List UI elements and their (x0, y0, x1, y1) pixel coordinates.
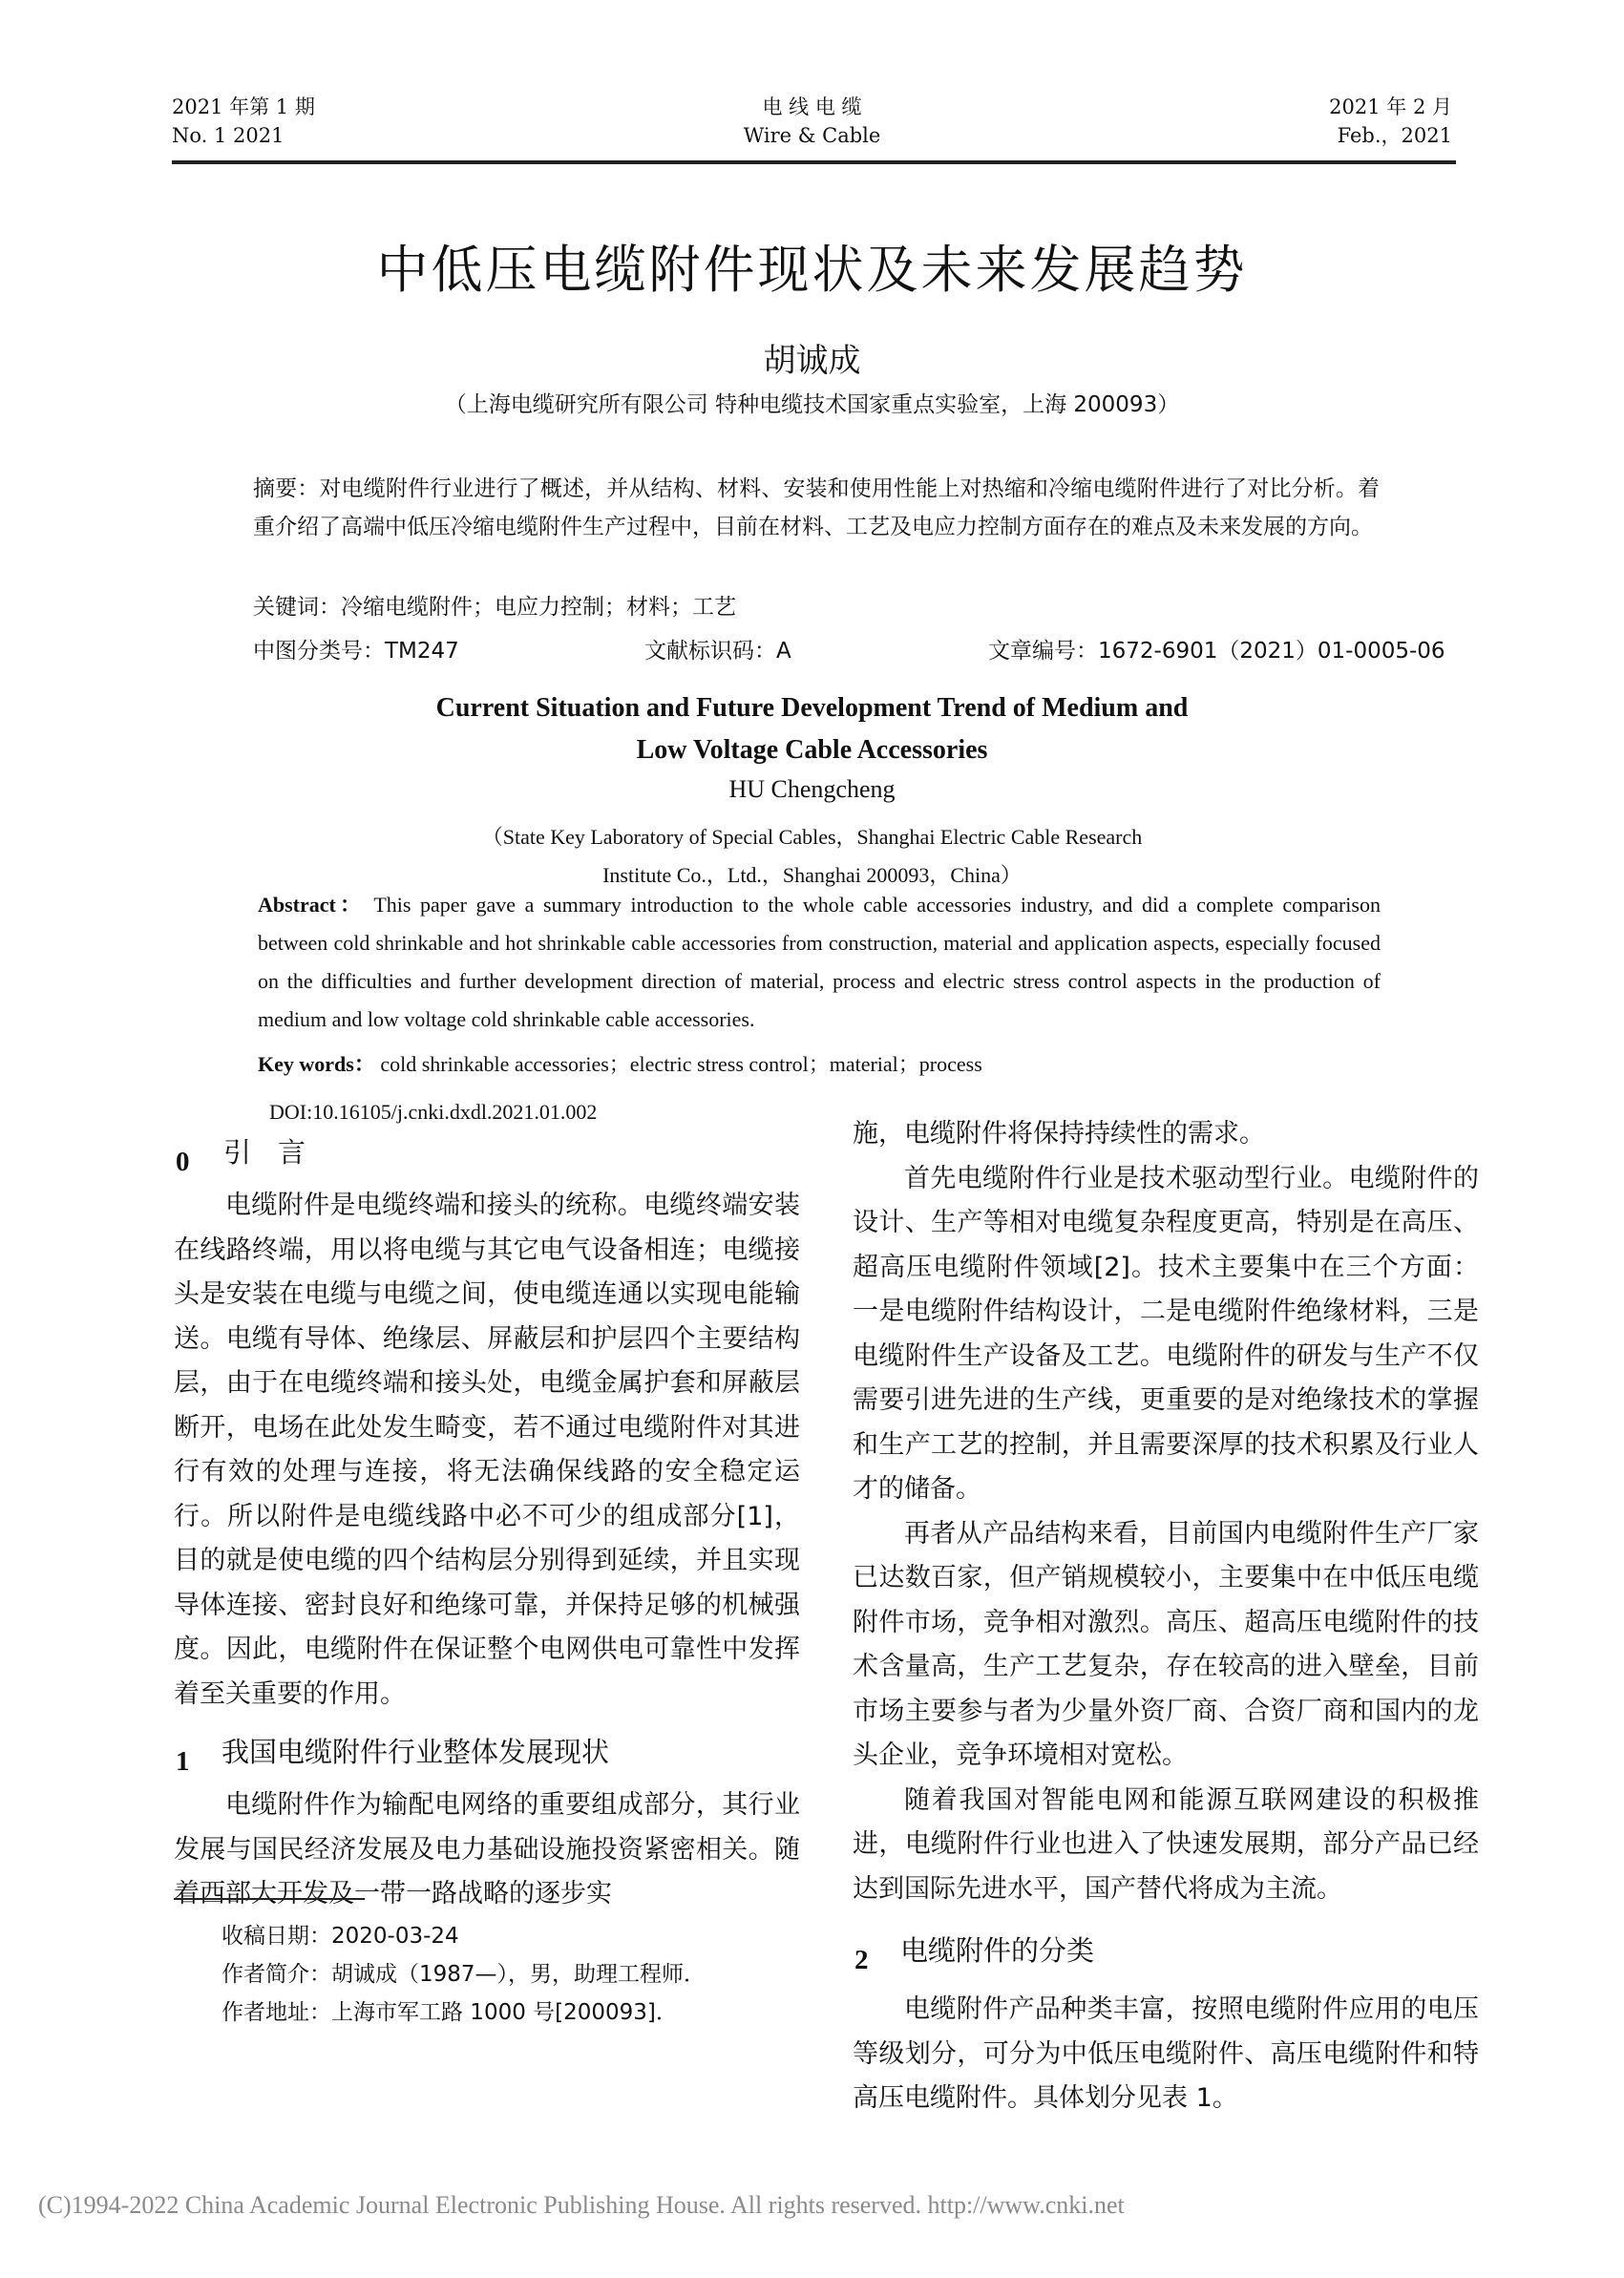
section-title: 我国电缆附件行业整体发展现状 (221, 1736, 610, 1768)
affiliation-cn: （上海电缆研究所有限公司 特种电缆技术国家重点实验室，上海 200093） (444, 392, 1180, 417)
section-heading-1 (174, 1726, 800, 1783)
affiliation-en (0, 818, 1624, 895)
clc-number: 中图分类号：TM247 (253, 639, 459, 664)
keywords-en-text: cold shrinkable accessories；electric stress control；material；process (380, 1052, 982, 1076)
document-code: 文献标识码：A (644, 639, 791, 664)
issue-cn: 2021 年第 1 期 (172, 95, 315, 118)
journal-date (1329, 93, 1452, 150)
section-number: 1 (176, 1746, 190, 1777)
abstract-en-label: Abstract： (258, 893, 366, 917)
header-rule (172, 160, 1456, 164)
paper-title-en-line2: Low Voltage Cable Accessories (636, 735, 988, 765)
footnote-author-bio: 作者简介：胡诚成（1987—），男，助理工程师． (221, 1962, 707, 1987)
paragraph: 首先电缆附件行业是技术驱动型行业。电缆附件的设计、生产等相对电缆复杂程度更高，特别是在高压、超高压电缆附件领域[2]。技术主要集中在三个方面：一是电缆附件结构设计，二是电缆附件绝缘材料，三是电缆附件生产设备及工艺。电缆附件的研发与生产不仅需要引进先进的生产线，更重要的是对绝缘技术的掌握和生产工艺的控制，并且需要深厚的技术积累及行业人才的储备。 (853, 1163, 1479, 1504)
paragraph: 随着我国对智能电网和能源互联网建设的积极推进，电缆附件行业也进入了快速发展期，部分产品已经达到国际先进水平，国产替代将成为主流。 (853, 1784, 1479, 1904)
column-left (174, 1127, 800, 1917)
paragraph: 电缆附件是电缆终端和接头的统称。电缆终端安装在线路终端，用以将电缆与其它电气设备相连；电缆接头是安装在电缆与电缆之间，使电缆连通以实现电能输送。电缆有导体、绝缘层、屏蔽层和护层四个主要结构层，由于在电缆终端和接头处，电缆金属护套和屏蔽层断开，电场在此处发生畸变，若不通过电缆附件对其进行有效的处理与连接，将无法确保线路的安全稳定运行。所以附件是电缆线路中必不可少的组成部分[1]，目的就是使电缆的四个结构层分别得到延续，并且实现导体连接、密封良好和绝缘可靠，并保持足够的机械强度。因此，电缆附件在保证整个电网供电可靠性中发挥着至关重要的作用。 (174, 1191, 800, 1709)
footnote-author-address: 作者地址：上海市军工路 1000 号[200093]． (221, 2000, 678, 2025)
keywords-en (258, 1048, 1381, 1078)
doi: DOI:10.16105/j.cnki.dxdl.2021.01.002 (269, 1100, 598, 1124)
paper-title-en (0, 687, 1624, 771)
author-en: HU Chengcheng (728, 775, 896, 803)
date-cn: 2021 年 2 月 (1329, 95, 1452, 118)
paragraph: 电缆附件产品种类丰富，按照电缆附件应用的电压等级划分，可分为中低压电缆附件、高压电缆附件和特高压电缆附件。具体划分见表 1。 (853, 1994, 1479, 2113)
footnote-rule (174, 1898, 365, 1900)
affiliation-en-line2: Institute Co.，Ltd.，Shanghai 200093，China） (602, 863, 1022, 887)
journal-name-en: Wire & Cable (743, 124, 881, 147)
journal-name-cn: 电 线 电 缆 (762, 95, 862, 118)
section-heading-2 (853, 1925, 1479, 1982)
footnotes (221, 1917, 706, 2032)
footnote-received: 收稿日期：2020-03-24 (221, 1924, 459, 1949)
keywords-en-label: Key words： (258, 1052, 375, 1076)
affiliation-en-line1: （State Key Laboratory of Special Cables，Shanghai Electric Cable Research (481, 825, 1143, 849)
section-title: 引言 (223, 1136, 333, 1169)
paragraph: 施，电缆附件将保持持续性的需求。 (853, 1119, 1265, 1149)
column-right (853, 1112, 1479, 2121)
article-number: 文章编号：1672-6901（2021）01-0005-06 (988, 639, 1445, 664)
copyright-watermark: (C)1994-2022 China Academic Journal Electronic Publishing House. All rights reserved. http://www.cnki.net (38, 2191, 1125, 2219)
author-cn: 胡诚成 (763, 342, 861, 380)
section-number: 2 (854, 1945, 869, 1975)
abstract-en (258, 886, 1381, 1039)
keywords-cn: 关键词：冷缩电缆附件；电应力控制；材料；工艺 (253, 595, 736, 620)
paragraph: 电缆附件作为输配电网络的重要组成部分，其行业发展与国民经济发展及电力基础设施投资紧密相关。随着西部大开发及一带一路战略的逐步实 (174, 1790, 800, 1909)
abstract-cn: 摘要：对电缆附件行业进行了概述，并从结构、材料、安装和使用性能上对热缩和冷缩电缆附件进行了对比分析。着重介绍了高端中低压冷缩电缆附件生产过程中，目前在材料、工艺及电应力控制方面存在的难点及未来发展的方向。 (253, 476, 1380, 539)
paragraph: 再者从产品结构来看，目前国内电缆附件生产厂家已达数百家，但产销规模较小，主要集中在中低压电缆附件市场，竞争相对激烈。高压、超高压电缆附件的技术含量高，生产工艺复杂，存在较高的进入壁垒，目前市场主要参与者为少量外资厂商、合资厂商和国内的龙头企业，竞争环境相对宽松。 (853, 1518, 1479, 1770)
issue-en: No. 1 2021 (172, 124, 285, 147)
section-heading-0 (174, 1127, 800, 1184)
date-en: Feb.，2021 (1337, 124, 1452, 147)
paper-title-cn: 中低压电缆附件现状及未来发展趋势 (376, 240, 1248, 300)
section-title: 电缆附件的分类 (900, 1934, 1095, 1967)
paper-title-en-line1: Current Situation and Future Development Trend of Medium and (435, 693, 1189, 723)
abstract-en-text: This paper gave a summary introduction to the whole cable accessories industry, and did a complete comparison between cold shrinkable and hot shrinkable cable accessories from construction, material and application aspects, especially focused on the difficulties and further development direction of material, process and electric stress control aspects in the production of medium and low voltage cold shrinkable cable accessories. (258, 893, 1381, 1031)
section-number: 0 (176, 1147, 190, 1177)
